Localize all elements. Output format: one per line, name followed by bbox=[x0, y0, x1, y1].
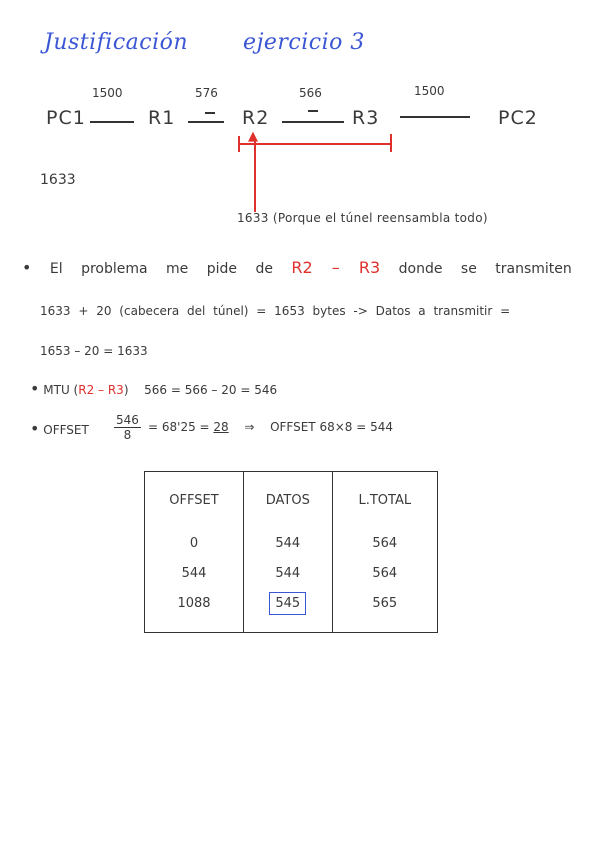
note-line-1b: donde se transmiten bbox=[398, 261, 572, 277]
page-title bbox=[44, 30, 365, 55]
cell-datos: 544 bbox=[243, 528, 332, 558]
header-ltotal: L.TOTAL bbox=[332, 472, 437, 529]
link-r3-pc2 bbox=[400, 116, 470, 118]
mtu-label: MTU ( bbox=[43, 383, 79, 397]
tunnel-bracket bbox=[238, 143, 391, 145]
node-r1: R1 bbox=[148, 107, 176, 129]
title-part1: Justificación bbox=[44, 30, 189, 55]
offset-line: • OFFSET bbox=[30, 419, 89, 438]
title-part2: ejercicio 3 bbox=[243, 30, 365, 55]
link-r2-r3 bbox=[282, 121, 344, 123]
link-pc1-r1 bbox=[90, 121, 134, 123]
offset-arrow-icon: ⇒ bbox=[244, 420, 255, 434]
node-r2: R2 bbox=[242, 107, 270, 129]
note-line-1-highlight: R2 – R3 bbox=[291, 258, 381, 277]
link-r1-r2 bbox=[188, 121, 224, 123]
mtu-tick-r1-r2 bbox=[205, 112, 215, 114]
table-header-row bbox=[145, 472, 438, 529]
tunnel-arrow-head: ▲ bbox=[248, 129, 258, 144]
tunnel-note: 1633 (Porque el túnel reensambla todo) bbox=[237, 211, 488, 225]
note-line-2: 1633 + 20 (cabecera del túnel) = 1653 bytes -> Datos a transmitir = bbox=[40, 304, 511, 318]
tunnel-bracket-left bbox=[238, 136, 240, 152]
offset-calc-line bbox=[148, 420, 393, 434]
cell-datos: 544 bbox=[243, 558, 332, 588]
highlighted-cell: 545 bbox=[269, 592, 306, 615]
mtu-highlight: R2 – R3 bbox=[78, 383, 124, 397]
offset-denominator: 8 bbox=[123, 428, 132, 442]
mtu-r1-r2: 576 bbox=[195, 86, 218, 100]
cell-offset: 544 bbox=[145, 558, 244, 588]
mtu-close: ) bbox=[123, 383, 129, 397]
mtu-pc1-r1: 1500 bbox=[92, 86, 123, 100]
left-value: 1633 bbox=[40, 172, 76, 188]
table-row bbox=[145, 528, 438, 558]
mtu-r3-pc2: 1500 bbox=[414, 84, 445, 98]
mtu-calc: 566 = 566 – 20 = 546 bbox=[144, 383, 278, 397]
offset-result: 28 bbox=[213, 420, 229, 434]
header-datos: DATOS bbox=[243, 472, 332, 529]
table-spacer-row bbox=[145, 618, 438, 633]
header-offset: OFFSET bbox=[145, 472, 244, 529]
tunnel-arrow-line bbox=[254, 140, 256, 212]
cell-datos bbox=[243, 588, 332, 618]
cell-ltotal: 565 bbox=[332, 588, 437, 618]
offset-fraction bbox=[114, 413, 141, 442]
offset-calc: = 68'25 = bbox=[148, 420, 210, 434]
mtu-r2-r3: 566 bbox=[299, 86, 322, 100]
cell-ltotal: 564 bbox=[332, 558, 437, 588]
node-r3: R3 bbox=[352, 107, 380, 129]
table-row bbox=[145, 558, 438, 588]
tunnel-bracket-right bbox=[390, 134, 392, 152]
note-line-1: • El problema me pide de R2 – R3 donde se transmiten bbox=[22, 258, 572, 277]
note-line-3: 1653 – 20 = 1633 bbox=[40, 344, 148, 358]
fragment-table bbox=[144, 471, 438, 633]
cell-offset: 1088 bbox=[145, 588, 244, 618]
table-row bbox=[145, 588, 438, 618]
node-pc2: PC2 bbox=[498, 107, 538, 129]
offset-numerator: 546 bbox=[116, 413, 139, 427]
offset-final: OFFSET 68×8 = 544 bbox=[270, 420, 393, 434]
note-line-1a: El problema me pide de bbox=[49, 261, 273, 277]
mtu-tick-r2-r3 bbox=[308, 110, 318, 112]
cell-ltotal: 564 bbox=[332, 528, 437, 558]
mtu-line: • MTU (R2 – R3) 566 = 566 – 20 = 546 bbox=[30, 379, 278, 398]
node-pc1: PC1 bbox=[46, 107, 86, 129]
offset-label: OFFSET bbox=[43, 423, 89, 437]
cell-offset: 0 bbox=[145, 528, 244, 558]
